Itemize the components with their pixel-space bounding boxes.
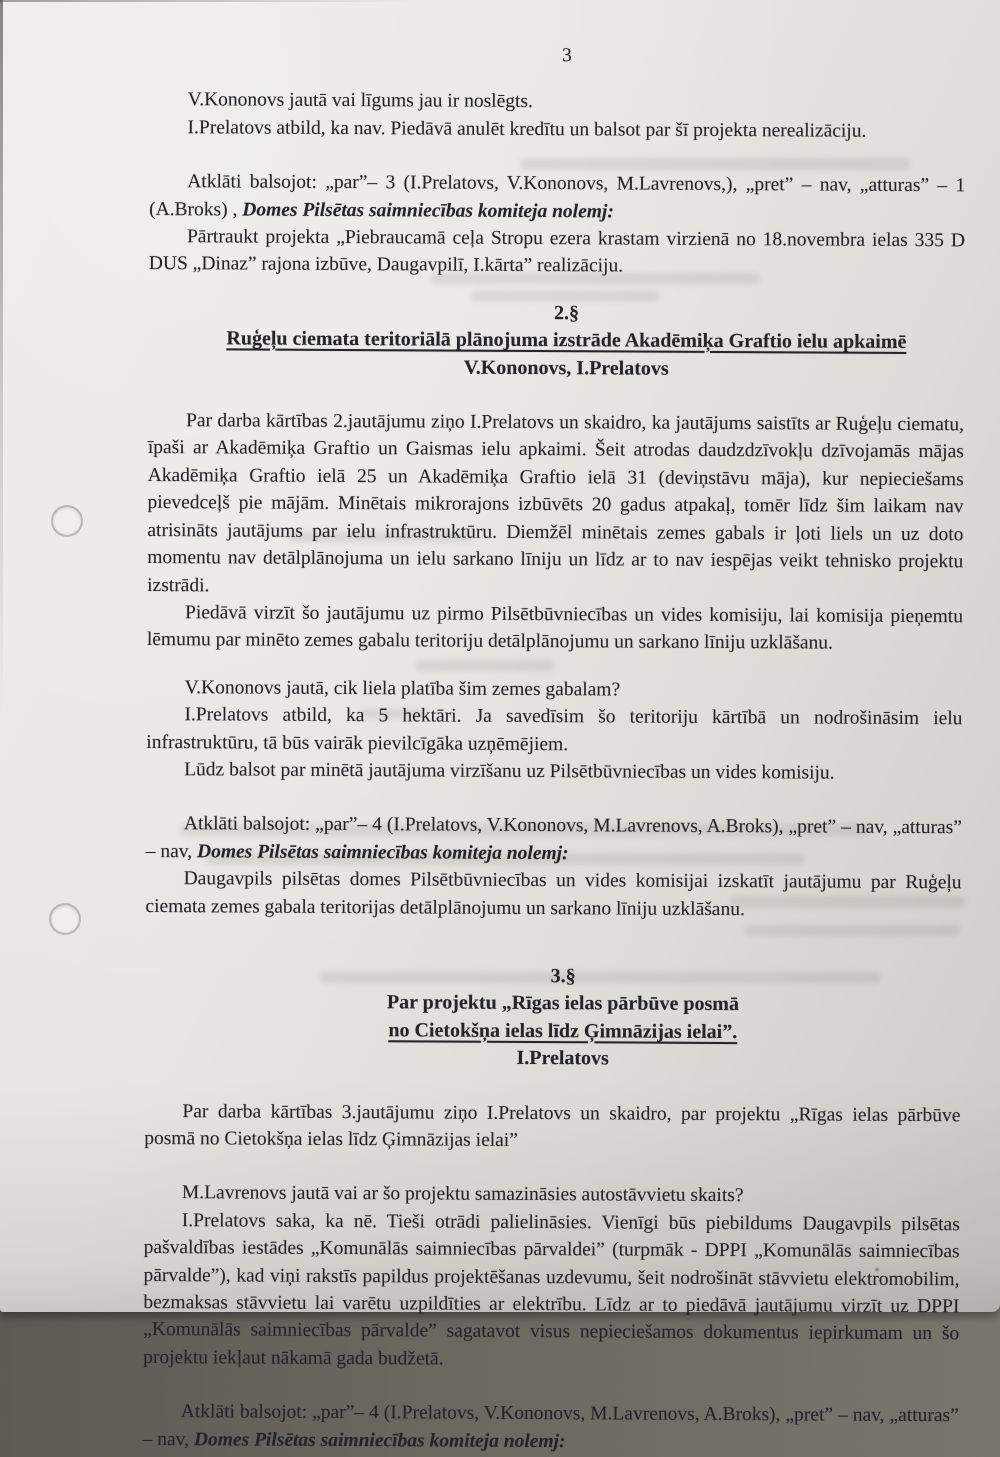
photo-edge-shadow-left: [0, 0, 3, 720]
s3-vote-text: Atklāti balsojot: „par”– 4 (I.Prelatovs, V.Kononovs, M.Lavrenovs, A.Broks), „pret” – nav, „atturas” – nav,: [142, 1401, 959, 1450]
s2-section-number: 2.§: [554, 301, 580, 325]
photo-edge-shadow-top: [0, 0, 420, 2]
s2-vote-resolution-label: Domes Pilsētas saimniecības komiteja nolemj:: [196, 841, 569, 864]
s1-question-line: V.Kononovs jautā vai līgums jau ir noslēgts.: [187, 89, 533, 113]
s3-paragraph-1: Par darba kārtības 3.jautājumu ziņo I.Prelatovs un skaidro, par projektu „Rīgas ielas pārbūve posmā no Cietokšņa ielas līdz Ģimnāzijas ielai”: [144, 1100, 961, 1151]
s2-paragraph-1: Par darba kārtības 2.jautājumu ziņo I.Prelatovs un skaidro, ka jautājums saistīts ar Ruģeļu ciematu, īpaši ar Akadēmiķa Graftio un Gaismas ielu apkaimi. Šeit atrodas daudzdzīvokļu dzīvojamās mājas Akadēmiķa Graftio ielā 25 un Akadēmiķa Graftio ielā 31 (deviņstāvu māja), kur nepieciešams pievedceļš pie mājām. Minētais mikrorajons izbūvēts 20 gadus atpakaļ, tomēr līdz šim laikam nav atrisināts jautājums par ielu infrastruktūru. Diemžēl minētais zemes gabals ir ļoti liels un uz doto momentu nav detālplānojuma un ielu sarkano līniju un līdz ar to nav iespējas veikt tehnisko projektu izstrādi.: [147, 410, 965, 596]
s2-request: Lūdz balsot par minētā jautājuma virzīšanu uz Pilsētbūvniecības un vides komisiju.: [184, 759, 835, 784]
s2-question: V.Kononovs jautā, cik liela platība šim zemes gabalam?: [184, 676, 621, 701]
s3-question: M.Lavrenovs jautā vai ar šo projektu samazināsies autostāvvietu skaits?: [181, 1182, 744, 1207]
punch-hole-bottom: [49, 903, 81, 935]
s2-decision-paragraph: Daugavpils pilsētas domes Pilsētbūvniecības un vides komisijai izskatīt jautājumu par Ruģeļu ciemata zemes gabala teritorijas detālplānojumu un sarkano līniju uzklāšanu.: [145, 868, 962, 920]
s3-section-number: 3.§: [550, 965, 576, 988]
s1-vote-text: Atklāti balsojot: „par”– 3 (I.Prelatovs, V.Kononovs, M.Lavrenovs,), „pret” – nav, „atturas” – 1 (A.Broks) ,: [149, 171, 966, 221]
s2-vote-text: Atklāti balsojot: „par”– 4 (I.Prelatovs, V.Kononovs, M.Lavrenovs, A.Broks), „pret” – nav, „atturas” – nav,: [145, 813, 962, 863]
s1-answer-line: I.Prelatovs atbild, ka nav. Piedāvā anulēt kredītu un balsot par šī projekta nerealizāciju.: [187, 117, 867, 142]
s3-title-line-2-text: no Cietokšņa ielas līdz Ģimnāzijas ielai”.: [388, 1019, 738, 1043]
page-number: 3: [561, 45, 572, 67]
s2-title-text: Ruģeļu ciemata teritoriālā plānojuma izstrāde Akadēmiķa Graftio ielu apkaimē: [226, 327, 907, 354]
s1-decision-paragraph: Pārtraukt projekta „Piebraucamā ceļa Stropu ezera krastam virzienā no 18.novembra ielas 335 D DUS „Dinaz” rajona izbūve, Daugavpilī, I.kārta” realizāciju.: [148, 226, 966, 277]
s2-paragraph-2: Piedāvā virzīt šo jautājumu uz pirmo Pilsētbūvniecības un vides komisiju, lai komisija pieņemtu lēmumu par minēto zemes gabalu teritoriju detālplānojumu un sarkano līniju uzklāšanu.: [146, 602, 964, 654]
s2-section-title: [148, 325, 964, 357]
s3-vote-paragraph: [143, 1398, 959, 1457]
document-text: [143, 40, 966, 1457]
s1-vote-paragraph: [149, 168, 965, 227]
s2-vote-paragraph: [146, 810, 962, 869]
s2-answer: I.Prelatovs atbild, ka 5 hektāri. Ja savedīsim šo teritoriju kārtībā un nodrošināsim ielu infrastruktūru, tā būs vairāk pievilcīgāka uzņēmējiem.: [146, 704, 963, 755]
s3-title-line-2: [145, 1016, 961, 1048]
s3-speakers: I.Prelatovs: [516, 1047, 609, 1070]
s2-speakers: V.Kononovs, I.Prelatovs: [463, 356, 669, 380]
s3-vote-resolution-label: Domes Pilsētas saimniecības komiteja nolemj:: [193, 1428, 566, 1452]
s3-answer: I.Prelatovs saka, ka nē. Tieši otrādi palielināsies. Vienīgi būs piebildums Daugavpils pilsētas pašvaldības iestādes „Komunālās saimniecības pārvaldei” (turpmāk - DPPI „Komunālās saimniecības pārvalde”), kad viņi rakstīs papildus projektēšanas uzdevumu, šeit nodrošināt stāvvietu elektromobilim, bezmaksas stāvvietu lai varētu uzpildīties ar elektrību. Līdz ar to piedāvā jautājumu virzīt uz DPPI „Komunālās saimniecības pārvalde” sagatavot visus nepieciešamos dokumentus iepirkumam un šo projektu iekļaut nākamā gada budžetā.: [143, 1209, 960, 1370]
s1-vote-resolution-label: Domes Pilsētas saimniecības komiteja nolemj:: [242, 199, 614, 223]
punch-hole-top: [51, 505, 83, 537]
s3-title-line-1: Par projektu „Rīgas ielas pārbūve posmā: [386, 991, 740, 1016]
